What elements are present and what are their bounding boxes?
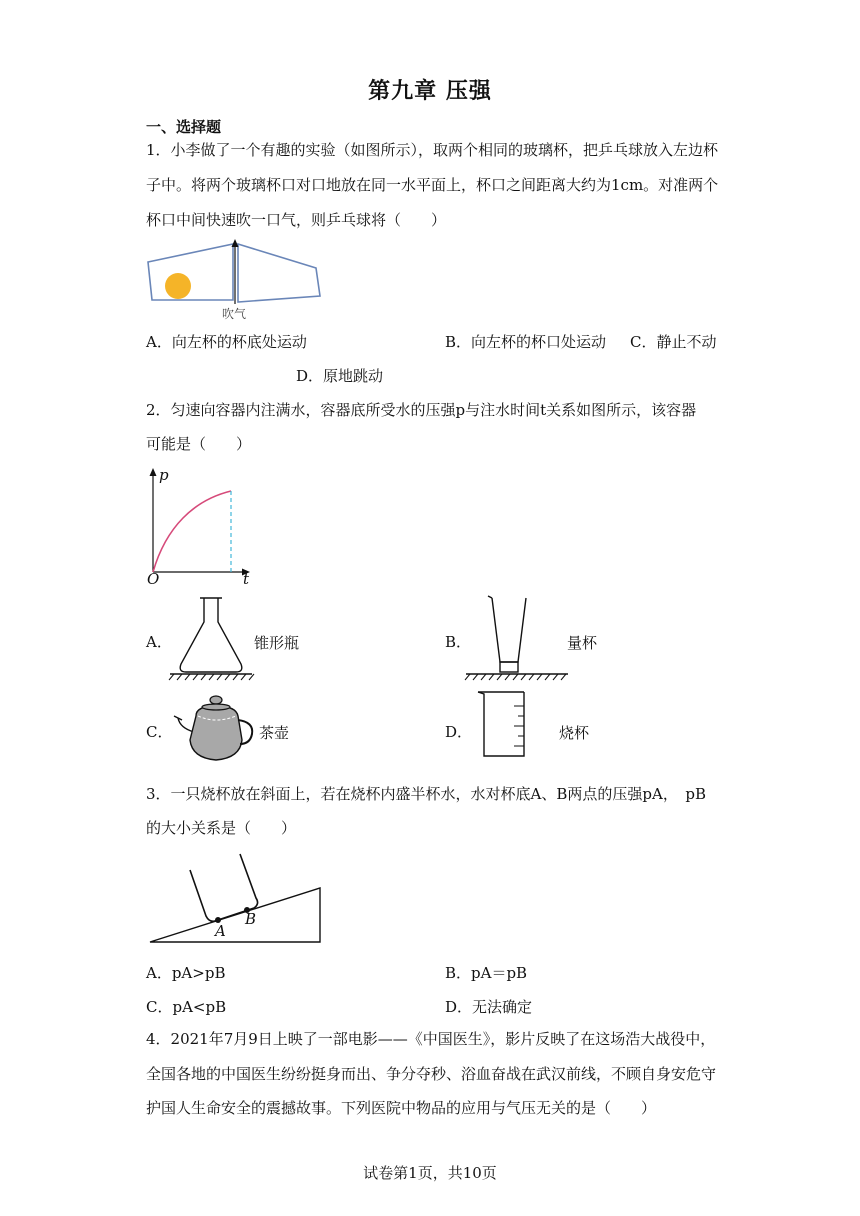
conical-flask-icon bbox=[166, 592, 256, 688]
point-a-label: A bbox=[215, 922, 226, 940]
teapot-icon bbox=[166, 688, 262, 768]
page-footer: 试卷第1页，共10页 bbox=[363, 1164, 497, 1182]
q1-option-a[interactable]: A．向左杯的杯底处运动 bbox=[146, 333, 307, 351]
ping-pong-ball bbox=[165, 273, 191, 299]
q1-option-b[interactable]: B．向左杯的杯口处运动 bbox=[445, 333, 607, 351]
q3-option-c[interactable]: C．pA<pB bbox=[146, 998, 227, 1016]
pressure-curve bbox=[153, 491, 231, 572]
q3-option-b[interactable]: B．pA＝pB bbox=[445, 964, 528, 982]
q4-line-1: 4．2021年7月9日上映了一部电影——《中国医生》，影片反映了在这场浩大战役中， bbox=[146, 1030, 716, 1048]
page-title: 第九章 压强 bbox=[368, 79, 492, 104]
q2-line-1: 2．匀速向容器内注满水，容器底所受水的压强p与注水时间t关系如图所示，该容器 bbox=[146, 401, 697, 419]
q4-line-2: 全国各地的中国医生纷纷挺身而出、争分夺秒、浴血奋战在武汉前线，不顾自身安危守 bbox=[146, 1065, 717, 1083]
q2-option-b[interactable]: B． bbox=[445, 633, 472, 651]
q2-option-c-name: 茶壶 bbox=[259, 724, 290, 742]
graph-y-label: p bbox=[159, 466, 169, 484]
q2-option-a-name: 锥形瓶 bbox=[254, 634, 300, 652]
q1-figure-label: 吹气 bbox=[222, 307, 247, 321]
right-cup bbox=[238, 244, 320, 302]
section-heading: 一、选择题 bbox=[146, 118, 222, 136]
q1-option-c[interactable]: C．静止不动 bbox=[630, 333, 717, 351]
graph-origin-label: O bbox=[147, 570, 160, 588]
q4-line-3: 护国人生命安全的震撼故事。下列医院中物品的应用与气压无关的是（ ） bbox=[146, 1099, 657, 1117]
q3-line-2: 的大小关系是（ ） bbox=[146, 819, 297, 837]
q2-option-c[interactable]: C． bbox=[146, 723, 173, 741]
q2-option-b-name: 量杯 bbox=[567, 634, 598, 652]
y-axis-arrow-icon bbox=[150, 468, 157, 476]
q3-beaker-on-incline bbox=[144, 848, 328, 946]
q2-option-d[interactable]: D． bbox=[445, 723, 473, 741]
q3-option-a[interactable]: A．pA>pB bbox=[146, 964, 226, 982]
q1-line-2: 子中。将两个玻璃杯口对口地放在同一水平面上，杯口之间距离大约为1cm。对准两个 bbox=[146, 176, 719, 194]
q3-line-1: 3．一只烧杯放在斜面上，若在烧杯内盛半杯水，水对杯底A、B两点的压强pA， pB bbox=[146, 785, 706, 803]
q3-option-d[interactable]: D．无法确定 bbox=[445, 998, 533, 1016]
graph-x-label: t bbox=[243, 570, 250, 588]
q1-option-d[interactable]: D．原地跳动 bbox=[296, 367, 384, 385]
left-cup bbox=[148, 244, 233, 300]
beaker-icon bbox=[472, 686, 536, 762]
q2-option-a[interactable]: A． bbox=[146, 633, 172, 651]
point-b-label: B bbox=[245, 910, 257, 928]
measuring-cup-icon bbox=[462, 592, 572, 688]
q1-line-1: 1．小李做了一个有趣的实验（如图所示），取两个相同的玻璃杯，把乒乓球放入左边杯 bbox=[146, 141, 719, 159]
q1-line-3: 杯口中间快速吹一口气，则乒乓球将（ ） bbox=[146, 211, 447, 229]
q2-option-d-name: 烧杯 bbox=[559, 724, 590, 742]
q2-line-2: 可能是（ ） bbox=[146, 435, 252, 453]
